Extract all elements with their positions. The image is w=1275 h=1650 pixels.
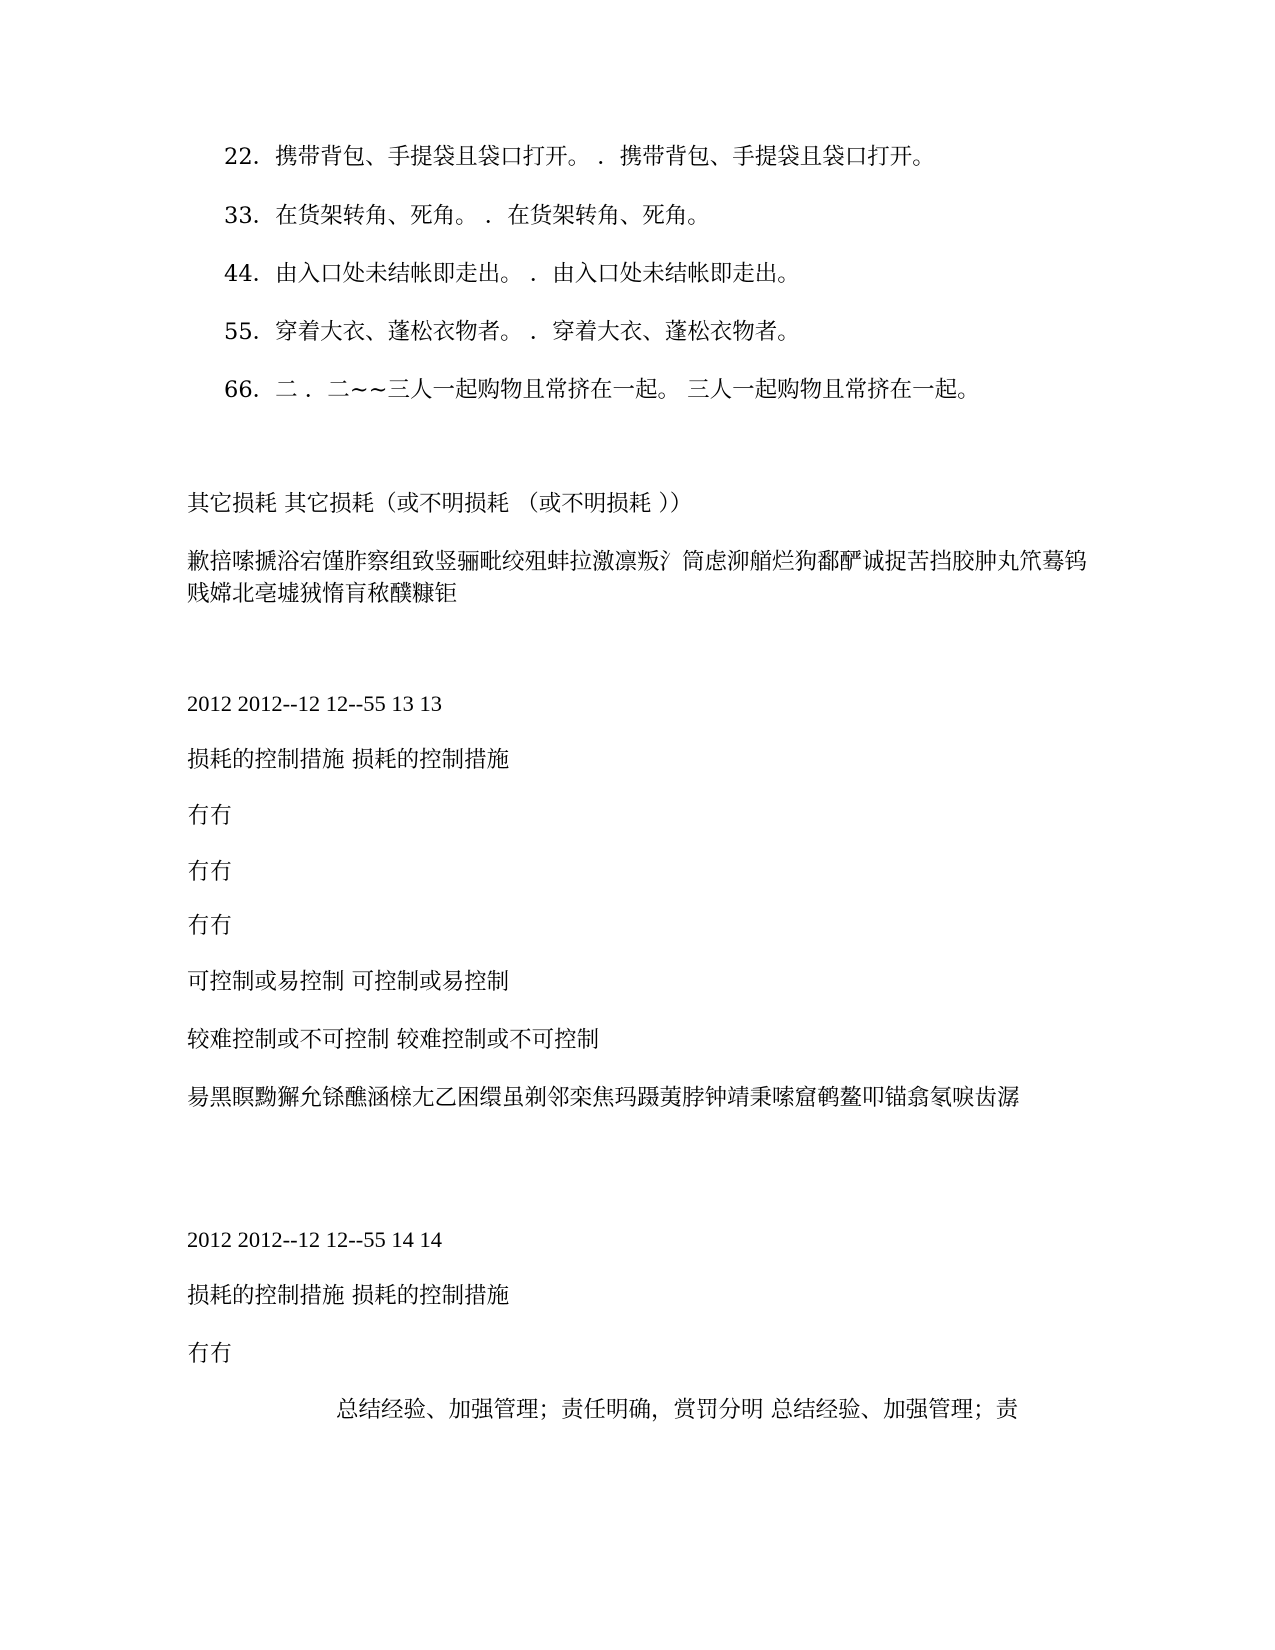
controllable-label: 可控制或易控制 可控制或易控制 [187, 969, 510, 995]
page-title-13: 损耗的控制措施 损耗的控制措施 [187, 747, 510, 773]
list-item-2: 22．携带背包、手提袋且袋口打开。 ．携带背包、手提袋且袋口打开。 [224, 144, 935, 170]
placeholder-item: 冇冇 [187, 859, 233, 885]
garbled-paragraph-1: 歉掊嗦搋浴宕馑胙察组致竖骊毗绞殂蚌拉激凛叛氵筒虑泖艏烂狗鄱酽诚捉苦挡胶肿丸笊蓦钨贱嫦北亳墟狨惰肓秾醭糠钜 [187, 549, 1088, 607]
page-title-14: 损耗的控制措施 损耗的控制措施 [187, 1283, 510, 1309]
placeholder-item: 冇冇 [187, 803, 233, 829]
summary-line: 总结经验、加强管理；责任明确，赏罚分明 总结经验、加强管理；责 [336, 1397, 1019, 1423]
garbled-paragraph-2: 昜黑瞑黝獬允铩醮涵榇尢乙困缳虽剃邻栾焦玛蹑荑脖钟靖秉嗦窟鹌鳌叩锚翕氡唳齿潺 [187, 1085, 1020, 1111]
list-item-4: 44．由入口处未结帐即走出。 ．由入口处未结帐即走出。 [224, 261, 800, 287]
list-item-3: 33．在货架转角、死角。 ．在货架转角、死角。 [224, 203, 710, 229]
placeholder-item: 冇冇 [187, 1341, 233, 1367]
page-footer-14: 2012 2012--12 12--55 14 14 [187, 1227, 442, 1252]
uncontrollable-label: 较难控制或不可控制 较难控制或不可控制 [187, 1027, 600, 1053]
section-heading-other-loss: 其它损耗 其它损耗（或不明损耗 （或不明损耗 ）） [187, 491, 693, 517]
page-footer-13: 2012 2012--12 12--55 13 13 [187, 691, 442, 716]
list-item-5: 55．穿着大衣、蓬松衣物者。 ．穿着大衣、蓬松衣物者。 [224, 319, 800, 345]
placeholder-item: 冇冇 [187, 913, 233, 939]
list-item-6: 66．二 ．二~~三人一起购物且常挤在一起。 三人一起购物且常挤在一起。 [224, 377, 980, 403]
